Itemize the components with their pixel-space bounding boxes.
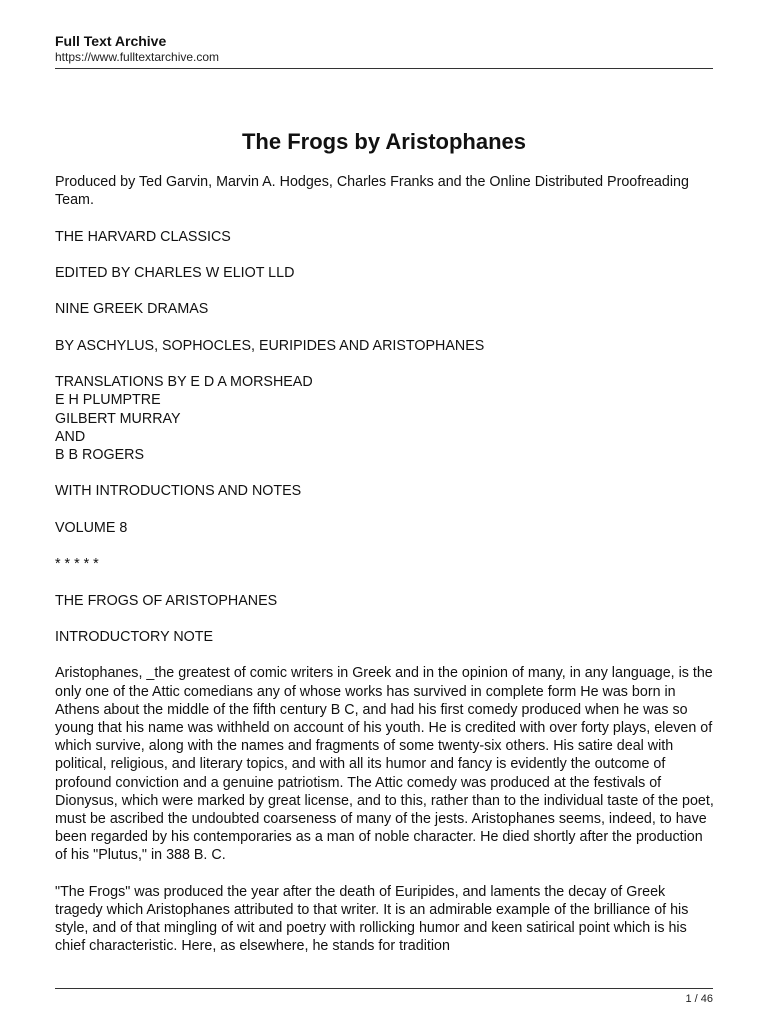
page-header [55, 33, 713, 65]
translator-line: B B ROGERS [55, 446, 144, 463]
translator-line: TRANSLATIONS BY E D A MORSHEAD [55, 374, 313, 391]
series-line: THE HARVARD CLASSICS [55, 228, 231, 245]
volume-line: VOLUME 8 [55, 519, 128, 536]
site-url[interactable]: https://www.fulltextarchive.com [55, 50, 220, 64]
authors-line: BY ASCHYLUS, SOPHOCLES, EURIPIDES AND ARISTOPHANES [55, 337, 485, 354]
translator-line: GILBERT MURRAY [55, 410, 181, 427]
footer-divider [55, 988, 713, 989]
section-heading: INTRODUCTORY NOTE [55, 628, 214, 645]
intro-paragraph-2: "The Frogs" was produced the year after the death of Euripides, and laments the decay of Greek tragedy which Aristophanes attributed to that writer. It is an admirable example of the brilliance of his style, and of that mingling of wit and poetry with rollicking humor and keen satirical point which is his chief characteristic. Here, as elsewhere, he stands for tradition [55, 883, 689, 955]
document-body [55, 173, 715, 956]
header-divider [55, 68, 713, 69]
translator-line: AND [55, 428, 86, 445]
collection-line: NINE GREEK DRAMAS [55, 301, 209, 318]
document-title: The Frogs by Aristophanes [241, 129, 526, 154]
intro-notes-line: WITH INTRODUCTIONS AND NOTES [55, 483, 302, 500]
intro-paragraph-1: Aristophanes, _the greatest of comic writers in Greek and in the opinion of many, in any language, is the only one of the Attic comedians any of whose works has survived in complete form He was born in Athens about the middle of the fifth century B C, and had his first comedy produced when he was so young that his name was withheld on account of his youth. He is credited with over forty plays, eleven of which survive, along with the names and fragments of some twenty-six others. His satire deal with political, religious, and literary topics, and with all its humor and fancy is evidently the outcome of profound conviction and a genuine patriotism. The Attic comedy was produced at the festivals of Dionysus, which were marked by great license, and to this, rather than to the individual taste of the poet, must be ascribed the undoubted coarseness of many of the jests. Aristophanes seems, indeed, to have been regarded by his contemporaries as a man of noble character. He died shortly after the production of his "Plutus," in 388 B. C. [55, 665, 714, 864]
section-separator: * * * * * [55, 556, 99, 573]
translators-block [55, 373, 715, 464]
translator-line: E H PLUMPTRE [55, 392, 161, 409]
page-number: 1 / 46 [685, 993, 713, 1005]
produced-by-paragraph: Produced by Ted Garvin, Marvin A. Hodges, Charles Franks and the Online Distributed Proofreading Team. [55, 174, 689, 209]
play-heading: THE FROGS OF ARISTOPHANES [55, 592, 278, 609]
site-name: Full Text Archive [55, 33, 167, 49]
editor-line: EDITED BY CHARLES W ELIOT LLD [55, 264, 295, 281]
